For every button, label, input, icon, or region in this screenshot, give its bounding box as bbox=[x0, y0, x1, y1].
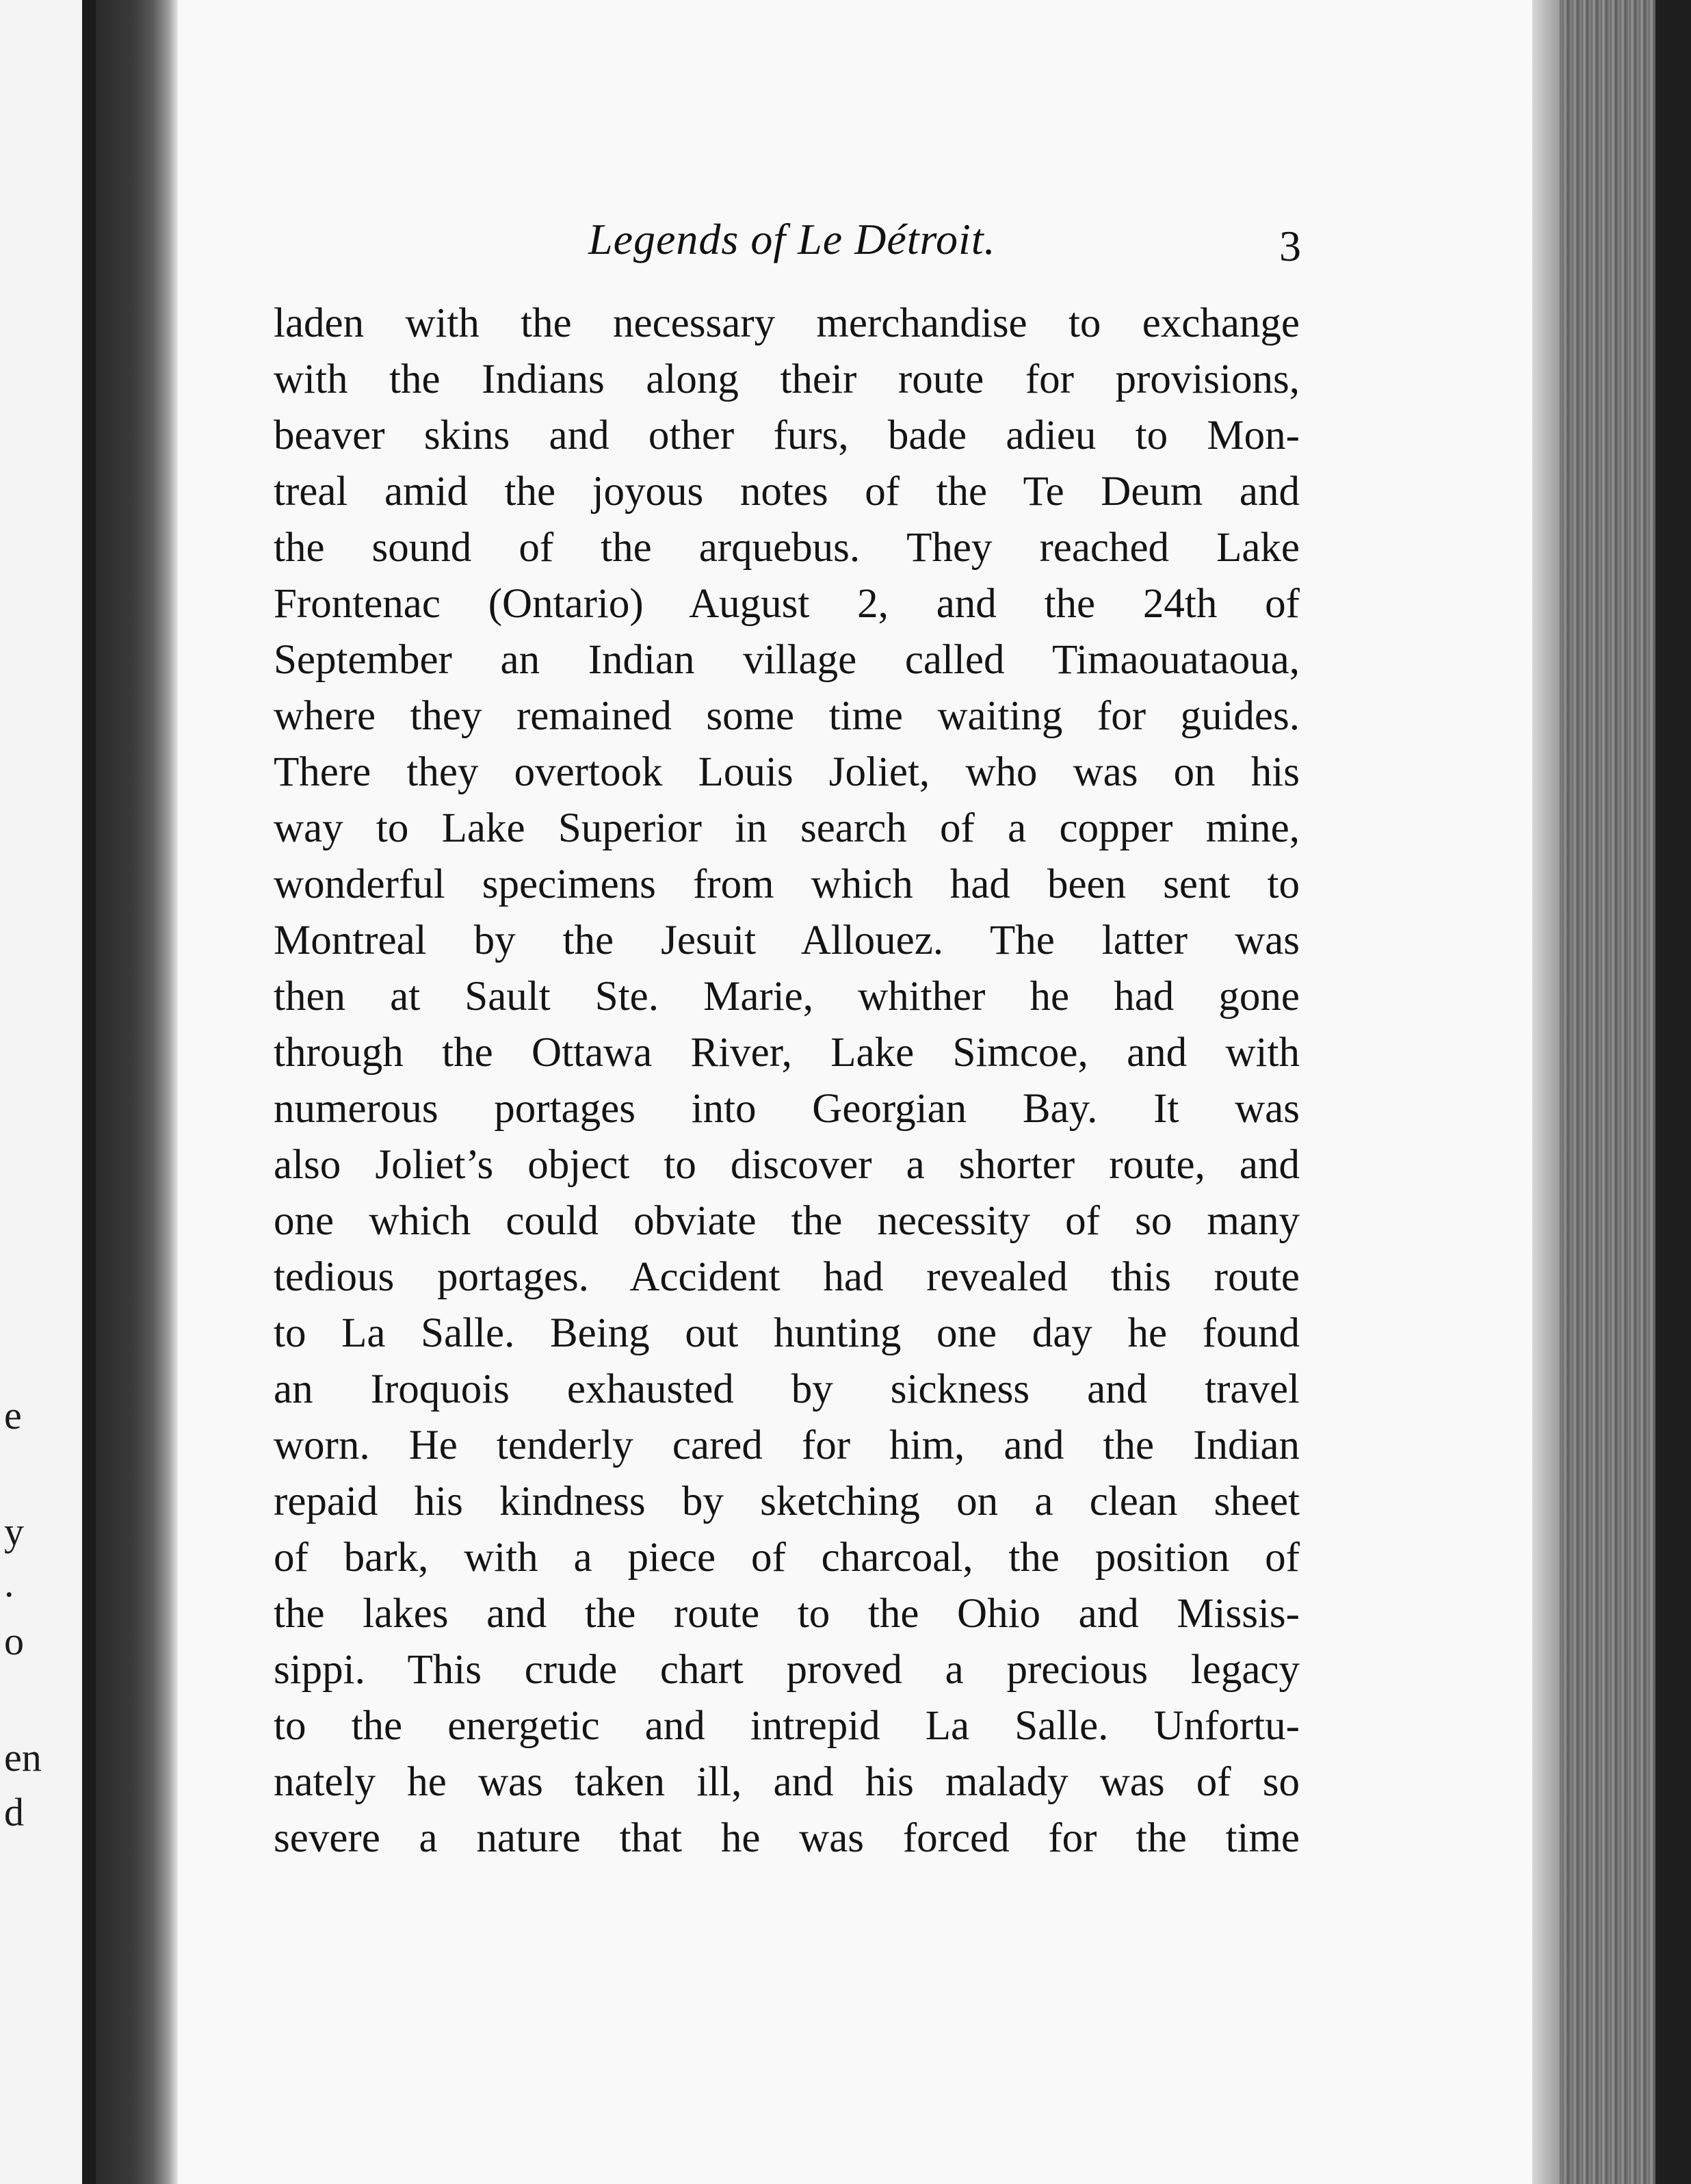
text-line: also Joliet’s object to discover a shorter route, and bbox=[274, 1142, 1300, 1188]
text-line: laden with the necessary merchandise to exchange bbox=[274, 300, 1300, 346]
text-line: wonderful specimens from which had been sent to bbox=[274, 861, 1300, 907]
gutter-shadow bbox=[96, 0, 178, 2184]
facing-page-fragment: en bbox=[4, 1735, 42, 1780]
text-line: sippi. This crude chart proved a precious legacy bbox=[274, 1647, 1300, 1693]
page-number: 3 bbox=[1279, 222, 1301, 270]
text-line: the lakes and the route to the Ohio and Missis- bbox=[274, 1591, 1300, 1637]
text-line: an Iroquois exhausted by sickness and travel bbox=[274, 1366, 1300, 1412]
text-line: tedious portages. Accident had revealed this route bbox=[274, 1254, 1300, 1300]
facing-page-text bbox=[0, 0, 96, 2184]
text-line: Frontenac (Ontario) August 2, and the 24th of bbox=[274, 581, 1300, 627]
text-line: September an Indian village called Timaouataoua, bbox=[274, 637, 1300, 683]
text-line: one which could obviate the necessity of so many bbox=[274, 1198, 1300, 1244]
text-line: treal amid the joyous notes of the Te Deum and bbox=[274, 469, 1300, 515]
book-cover-edge bbox=[1655, 0, 1691, 2184]
text-line: repaid his kindness by sketching on a clean sheet bbox=[274, 1479, 1300, 1524]
text-line: where they remained some time waiting for guides. bbox=[274, 693, 1300, 739]
text-line: then at Sault Ste. Marie, whither he had gone bbox=[274, 974, 1300, 1019]
text-line: nately he was taken ill, and his malady was of so bbox=[274, 1759, 1300, 1805]
text-line: to the energetic and intrepid La Salle. Unfortu- bbox=[274, 1703, 1300, 1749]
text-line: way to Lake Superior in search of a copper mine, bbox=[274, 805, 1300, 851]
text-line: There they overtook Louis Joliet, who was on his bbox=[274, 749, 1300, 795]
facing-page-fragment: . bbox=[4, 1561, 14, 1605]
text-line: beaver skins and other furs, bade adieu to Mon- bbox=[274, 413, 1300, 458]
text-line: through the Ottawa River, Lake Simcoe, and with bbox=[274, 1030, 1300, 1076]
facing-page-fragment: o bbox=[4, 1619, 24, 1663]
running-title: Legends of Le Détroit. bbox=[588, 215, 996, 263]
facing-page-fragment: y bbox=[4, 1509, 24, 1554]
body-text bbox=[274, 296, 1300, 1867]
text-line: worn. He tenderly cared for him, and the Indian bbox=[274, 1422, 1300, 1468]
text-line: with the Indians along their route for provisions, bbox=[274, 356, 1300, 402]
text-line: numerous portages into Georgian Bay. It was bbox=[274, 1086, 1300, 1132]
text-line: Montreal by the Jesuit Allouez. The latter was bbox=[274, 918, 1300, 963]
text-line: to La Salle. Being out hunting one day he found bbox=[274, 1310, 1300, 1356]
text-line: of bark, with a piece of charcoal, the position of bbox=[274, 1535, 1300, 1581]
facing-page-fragment: e bbox=[4, 1393, 22, 1438]
text-line: the sound of the arquebus. They reached Lake bbox=[274, 525, 1300, 571]
text-line: severe a nature that he was forced for the time bbox=[274, 1815, 1300, 1861]
facing-page-fragment: d bbox=[4, 1790, 24, 1834]
page-edge-highlight bbox=[1532, 0, 1560, 2184]
